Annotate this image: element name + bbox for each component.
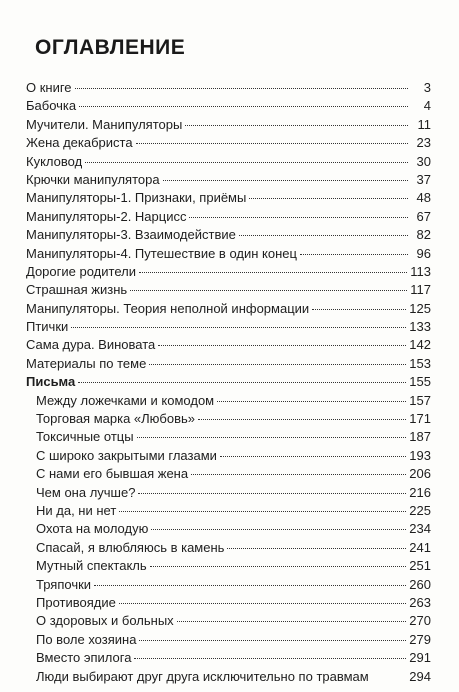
toc-entry-page: 251 — [409, 558, 431, 574]
toc-subentry[interactable] — [26, 649, 431, 667]
toc-entry-page: 193 — [409, 447, 431, 463]
toc-entry[interactable] — [26, 189, 431, 207]
toc-entry-page: 225 — [409, 502, 431, 518]
dot-leader — [158, 345, 406, 346]
page-title: ОГЛАВЛЕНИЕ — [35, 36, 186, 59]
toc-entry-page: 11 — [417, 116, 431, 132]
toc-entry-page: 157 — [409, 392, 431, 408]
dot-leader — [136, 143, 408, 144]
toc-entry-page: 23 — [416, 135, 431, 151]
toc-entry-page: 260 — [409, 576, 431, 592]
dot-leader — [249, 198, 408, 199]
dot-leader — [185, 125, 408, 126]
toc-entry-title: О здоровых и больных — [36, 613, 174, 629]
toc-entry-title: Крючки манипулятора — [26, 171, 160, 187]
dot-leader — [75, 88, 408, 89]
toc-subentry[interactable] — [26, 594, 431, 612]
dot-leader — [150, 566, 407, 567]
toc-entry-title: Манипуляторы-1. Признаки, приёмы — [26, 190, 247, 206]
toc-entry-page: 67 — [416, 208, 431, 224]
toc-entry-page: 113 — [410, 263, 431, 279]
toc-entry-title: Мутный спектакль — [36, 558, 147, 574]
toc-entry[interactable] — [26, 134, 431, 152]
dot-leader — [300, 254, 408, 255]
toc-entry-page: 294 — [409, 668, 431, 684]
toc-entry-title: Жена декабриста — [26, 135, 133, 151]
toc-entry-page: 117 — [410, 282, 431, 298]
toc-entry[interactable] — [26, 97, 431, 115]
toc-entry-page: 4 — [423, 98, 431, 114]
dot-leader — [119, 603, 406, 604]
table-of-contents — [26, 79, 431, 686]
toc-entry[interactable] — [26, 318, 431, 336]
toc-entry-title: Манипуляторы. Теория неполной информации — [26, 300, 310, 316]
dot-leader — [163, 180, 408, 181]
toc-entry[interactable] — [26, 355, 431, 373]
toc-subentry[interactable] — [26, 502, 431, 520]
toc-entry-page: 30 — [416, 153, 431, 169]
toc-entry-page: 37 — [416, 171, 431, 187]
toc-entry-title: Токсичные отцы — [36, 429, 134, 445]
dot-leader — [139, 272, 407, 273]
toc-subentry[interactable] — [26, 447, 431, 465]
toc-entry-page: 96 — [416, 245, 431, 261]
dot-leader — [177, 621, 407, 622]
toc-entry-title: Ни да, ни нет — [36, 502, 117, 518]
toc-entry[interactable] — [26, 336, 431, 354]
toc-entry-title: О книге — [26, 80, 72, 95]
dot-leader — [130, 290, 407, 291]
toc-entry-title: Бабочка — [26, 98, 77, 114]
toc-subentry[interactable] — [26, 557, 431, 575]
dot-leader — [217, 401, 406, 402]
toc-entry-title: Материалы по теме — [26, 355, 147, 371]
toc-subentry[interactable] — [26, 668, 431, 686]
toc-entry-title: Сама дура. Виновата — [26, 337, 156, 353]
toc-subentry[interactable] — [26, 539, 431, 557]
toc-entry-title: Между ложечками и комодом — [36, 392, 215, 408]
toc-entry-page: 3 — [423, 80, 431, 95]
dot-leader — [85, 162, 408, 163]
toc-entry-title: Противоядие — [36, 594, 116, 610]
toc-entry-title: С широко закрытыми глазами — [36, 447, 217, 463]
dot-leader — [138, 493, 406, 494]
dot-leader — [134, 658, 406, 659]
dot-leader — [149, 364, 406, 365]
toc-entry-page: 155 — [409, 374, 431, 390]
dot-leader — [198, 419, 406, 420]
toc-entry-page: 82 — [416, 227, 431, 243]
toc-subentry[interactable] — [26, 520, 431, 538]
toc-entry-page: 171 — [409, 411, 431, 427]
toc-entry-title: Манипуляторы-2. Нарцисс — [26, 208, 187, 224]
toc-entry[interactable] — [26, 281, 431, 299]
toc-entry-title: Манипуляторы-4. Путешествие в один конец — [26, 245, 297, 261]
dot-leader — [227, 548, 406, 549]
toc-subentry[interactable] — [26, 428, 431, 446]
toc-subentry[interactable] — [26, 576, 431, 594]
toc-entry[interactable] — [26, 171, 431, 189]
toc-entry-page: 270 — [409, 613, 431, 629]
toc-entry-page: 125 — [409, 300, 431, 316]
toc-entry-title: Люди выбирают друг друга исключительно по травмам — [36, 668, 369, 684]
toc-entry-title: Охота на молодую — [36, 521, 149, 537]
toc-entry-page: 187 — [409, 429, 431, 445]
toc-entry-title: С нами его бывшая жена — [36, 466, 189, 482]
dot-leader — [189, 217, 408, 218]
toc-entry-page: 279 — [409, 631, 431, 647]
toc-entry-title: Вместо эпилога — [36, 650, 132, 666]
toc-entry-page: 241 — [409, 539, 431, 555]
toc-entry[interactable] — [26, 153, 431, 171]
dot-leader — [220, 456, 406, 457]
toc-entry[interactable] — [26, 208, 431, 226]
toc-entry-page: 133 — [409, 319, 431, 335]
dot-leader — [78, 382, 406, 383]
dot-leader — [151, 529, 406, 530]
dot-leader — [119, 511, 406, 512]
toc-subentry[interactable] — [26, 612, 431, 630]
toc-entry-page: 153 — [409, 355, 431, 371]
toc-entry-title: Мучители. Манипуляторы — [26, 116, 183, 132]
toc-entry-page: 142 — [409, 337, 431, 353]
toc-entry-title: Письма — [26, 374, 76, 390]
toc-entry-page: 216 — [409, 484, 431, 500]
dot-leader — [94, 585, 406, 586]
toc-subentry[interactable] — [26, 392, 431, 410]
toc-entry-title: Торговая марка «Любовь» — [36, 411, 196, 427]
toc-entry-page: 206 — [409, 466, 431, 482]
toc-subentry[interactable] — [26, 465, 431, 483]
toc-entry-title: Спасай, я влюбляюсь в камень — [36, 539, 225, 555]
toc-entry-title: По воле хозяина — [36, 631, 137, 647]
toc-entry[interactable] — [26, 300, 431, 318]
dot-leader — [139, 640, 406, 641]
toc-subentry[interactable] — [26, 484, 431, 502]
toc-entry-page: 263 — [409, 594, 431, 610]
toc-entry[interactable] — [26, 226, 431, 244]
toc-entry[interactable] — [26, 245, 431, 263]
dot-leader — [312, 309, 406, 310]
toc-entry-title: Чем она лучше? — [36, 484, 136, 500]
toc-entry-title: Страшная жизнь — [26, 282, 128, 298]
dot-leader — [191, 474, 406, 475]
dot-leader — [71, 327, 406, 328]
toc-entry-title: Птички — [26, 319, 69, 335]
dot-leader — [239, 235, 408, 236]
toc-entry[interactable] — [26, 263, 431, 281]
toc-entry-title: Кукловод — [26, 153, 83, 169]
toc-entry[interactable] — [26, 79, 431, 97]
toc-subentry[interactable] — [26, 631, 431, 649]
dot-leader — [79, 106, 408, 107]
toc-entry-page: 48 — [416, 190, 431, 206]
toc-section-heading[interactable] — [26, 373, 431, 391]
toc-entry-page: 234 — [409, 521, 431, 537]
toc-entry-title: Манипуляторы-3. Взаимодействие — [26, 227, 236, 243]
toc-entry-page: 291 — [409, 650, 431, 666]
toc-entry[interactable] — [26, 116, 431, 134]
toc-entry-title: Тряпочки — [36, 576, 92, 592]
toc-subentry[interactable] — [26, 410, 431, 428]
toc-entry-title: Дорогие родители — [26, 263, 136, 279]
dot-leader — [137, 437, 407, 438]
